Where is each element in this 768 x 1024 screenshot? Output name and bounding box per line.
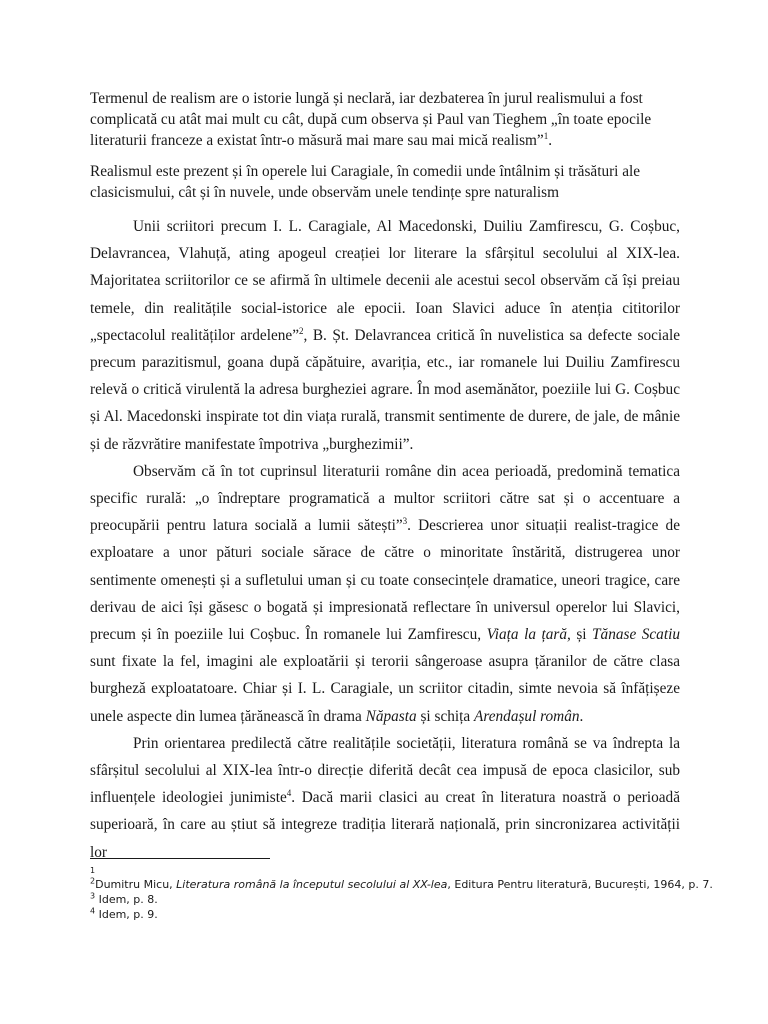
footnote-number: 3	[90, 891, 96, 901]
paragraph-text: Realismul este prezent și în operele lui Caragiale, în comedii unde întâlnim și trăsături ale clasicismului, cât și în nuvele, unde observăm unele tendințe spre naturalism	[90, 163, 641, 201]
paragraph-text: , B. Șt. Delavrancea critică în nuvelistica sa defecte sociale precum parazitismul, goana după căpătuire, avariția, etc., iar romanele lui Duiliu Zamfirescu relevă o critică virulentă la adresa burgheziei agrare. În mod asemănător, poeziile lui G. Coșbuc și Al. Macedonski inspirate tot din viața rurală, transmit sentimente de durere, de jale, de mânie și de răzvrătire manifestate împotriva „burghezimii”.	[90, 326, 680, 453]
paragraph-text: . Descrierea unor situații realist-tragice de exploatare a unor pături sociale sărace de către o minoritate înstărită, distrugerea unor sentimente omenești și a sufletului uman și cu toate consecințele dramatice, uneori tragice, care derivau de aici își găsesc o bogată și impresionată reflectare în universul operelor lui Slavici, precum și în poeziile lui Coșbuc. În romanele lui Zamfirescu,	[90, 517, 680, 644]
paragraph-text: .	[579, 707, 584, 725]
work-title: Năpasta	[365, 707, 417, 725]
paragraph-writers	[90, 213, 680, 458]
work-title: Arendașul român	[474, 707, 580, 725]
paragraph-text: și schița	[416, 707, 474, 725]
work-title: Tănase Scatiu	[592, 626, 680, 644]
footnote-text: Idem, p. 8.	[95, 893, 158, 906]
paragraph-orientation	[90, 730, 680, 866]
footnote-ref-3[interactable]: 3	[402, 516, 408, 527]
footnote-ref-2[interactable]: 2	[298, 325, 304, 336]
paragraph-text: Termenul de realism are o istorie lungă și neclară, iar dezbaterea în jurul realismului a fost complicată cu atât mai mult cu cât, după cum observa și Paul van Tieghem „în toate epocile literaturii franceze a existat într-o măsură mai mare sau mai mică realism”	[90, 90, 652, 149]
footnote-author: Dumitru Micu,	[95, 878, 177, 891]
paragraph-rural-theme	[90, 458, 680, 730]
footnote-separator	[90, 858, 270, 859]
paragraph-text: Unii scriitori precum I. L. Caragiale, Al Macedonski, Duiliu Zamfirescu, G. Coșbuc, Delavrancea, Vlahuță, ating apogeul creației lor literare la sfârșitul secolului al XIX-lea. Majoritatea scriitorilor ce se afirmă în ultimele decenii ale acestui secol observăm că își preiau temele, din realitățile social-istorice ale epocii. Ioan Slavici aduce în atenția cititorilor „spectacolul realităților ardelene”	[90, 218, 680, 344]
footnote-3	[90, 892, 690, 907]
paragraph-text: și	[570, 626, 593, 644]
paragraph-caragiale-realism	[90, 161, 680, 203]
footnote-number: 2	[90, 876, 96, 886]
paragraph-text: Prin orientarea predilectă către realitățile societății, literatura română se va îndrepta la sfârșitul secolului al XIX-lea într-o direcție diferită decât cea impusă de epoca clasicilor, sub influențele ideologiei junimiste	[90, 734, 680, 807]
paragraph-tail: .	[548, 132, 553, 149]
footnote-ref-4[interactable]: 4	[286, 788, 292, 799]
footnotes-section	[90, 858, 713, 922]
paragraph-text: sunt fixate la fel, imagini ale exploatării și terorii sângeroase asupra țăranilor de către clasa burgheză exploatatoare. Chiar și I. L. Caragiale, un scriitor citadin, simte nevoia să înfățișeze unele aspecte din lumea țărănească în drama	[90, 653, 680, 725]
footnote-number: 1	[90, 866, 96, 875]
footnote-1	[90, 865, 690, 877]
footnote-ref-1[interactable]: 1	[543, 130, 549, 141]
work-title: Viața la țară,	[486, 626, 571, 644]
paragraph-text: Observăm că în tot cuprinsul literaturii române din acea perioadă, predomină tematica specific rurală: „o îndreptare programatică a multor scriitori către sat și o accentuare a preocupării pentru latura socială a lumii sătești”	[90, 462, 680, 535]
footnote-text: Idem, p. 9.	[95, 908, 158, 921]
footnote-number: 4	[90, 906, 96, 916]
footnote-2	[90, 876, 713, 892]
footnote-book-title: Literatura română la începutul secolului al XX-lea	[176, 878, 448, 891]
paragraph-text: . Dacă marii clasici au creat în literatura noastră o perioadă superioară, în care au știut să integreze tradiția literară națională, prin sincronizarea activității lor	[90, 789, 680, 861]
paragraph-realism-definition	[90, 88, 680, 151]
footnote-4	[90, 907, 690, 922]
main-text	[90, 88, 680, 866]
footnote-publication: , Editura Pentru literatură, București, 1964, p. 7.	[447, 878, 713, 891]
